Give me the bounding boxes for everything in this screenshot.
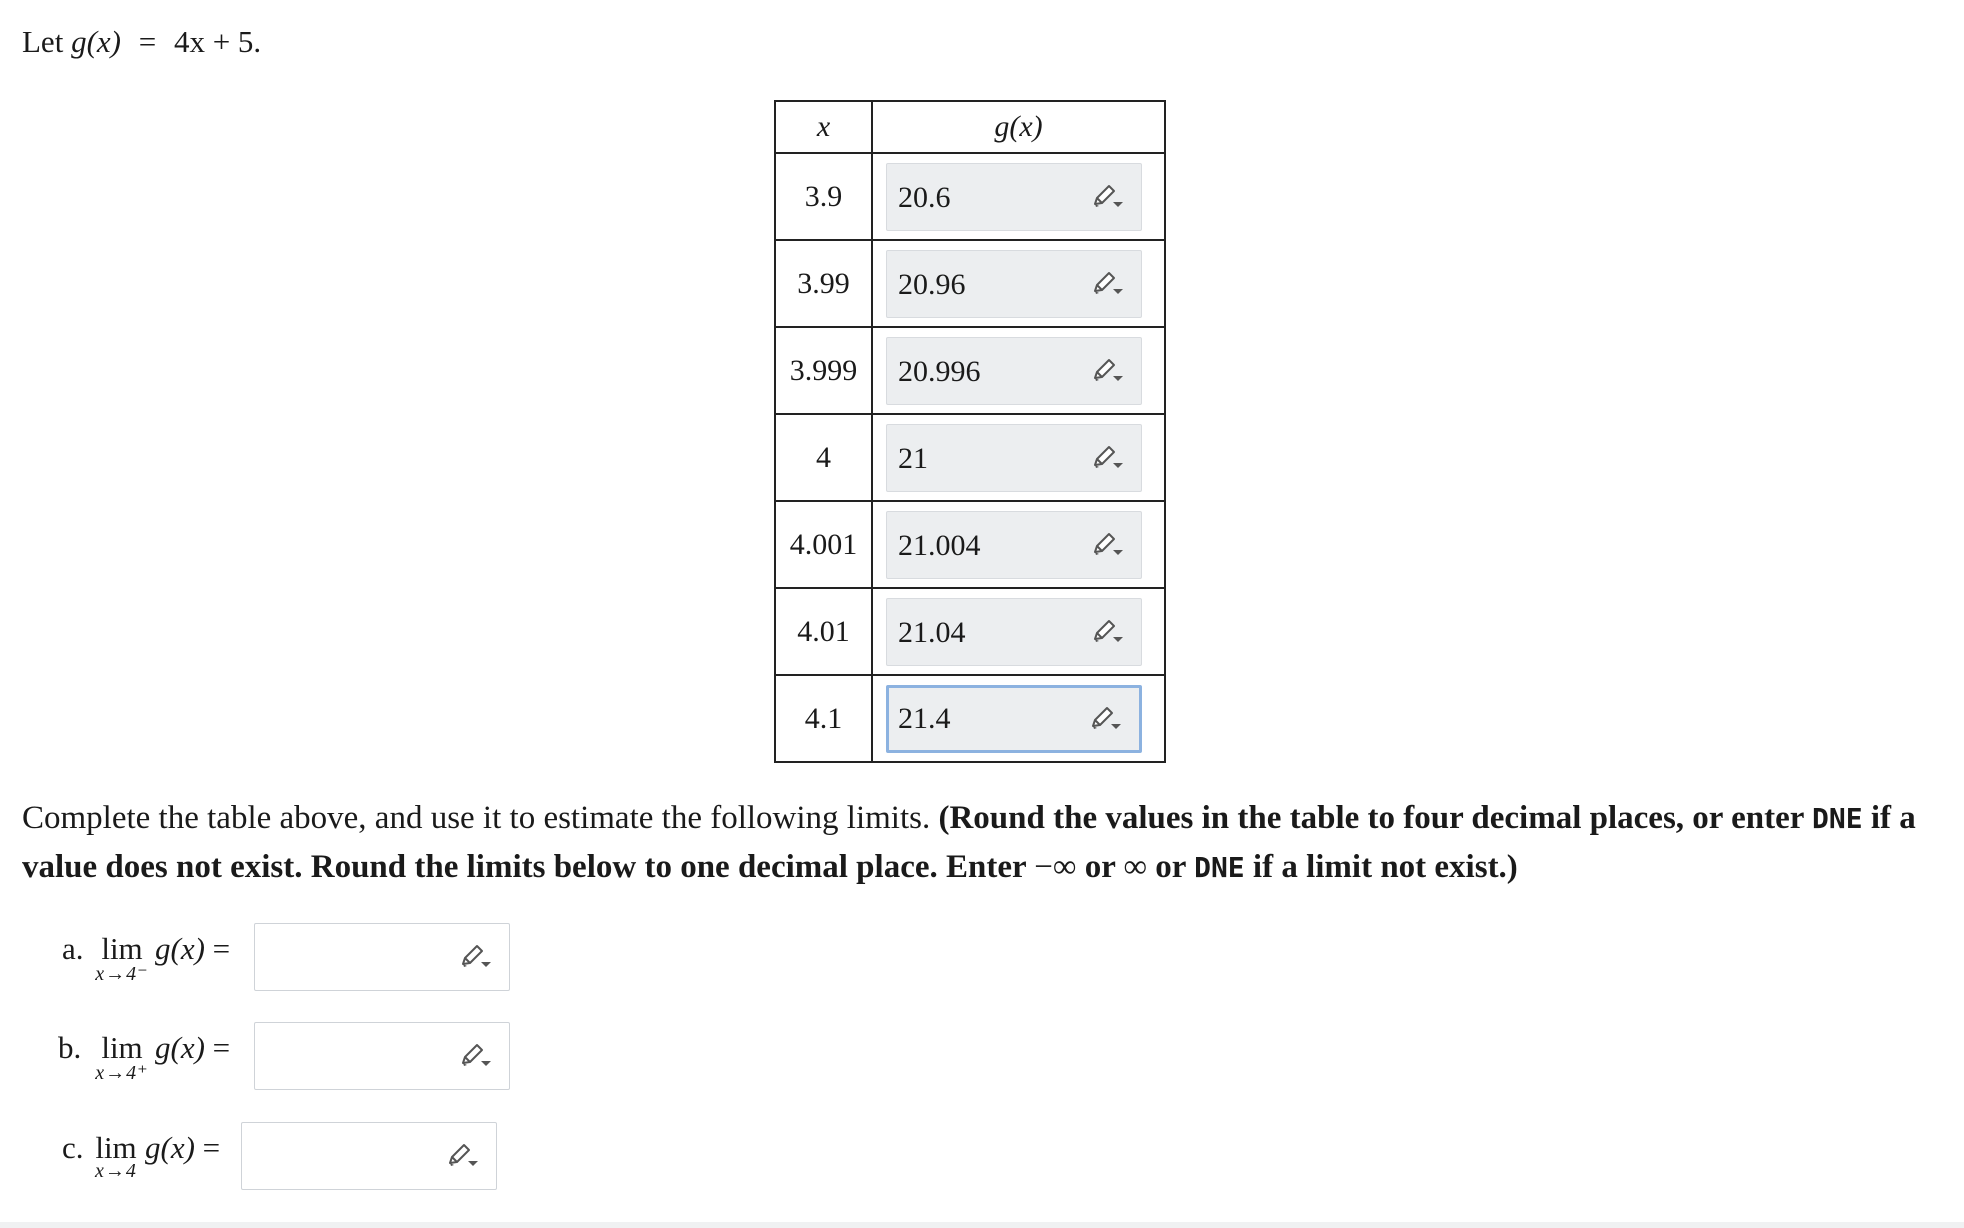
answer-field[interactable] bbox=[886, 337, 1142, 405]
prompt-lead: Let bbox=[22, 24, 64, 59]
x-value-cell: 4.1 bbox=[775, 675, 872, 762]
answer-field-focused[interactable] bbox=[886, 685, 1142, 753]
question-label: c. bbox=[62, 1130, 84, 1165]
limit-question-c bbox=[0, 1122, 520, 1202]
answer-field[interactable] bbox=[886, 598, 1142, 666]
lim-text: lim bbox=[95, 1130, 137, 1165]
answer-value: 21.004 bbox=[898, 528, 981, 562]
bottom-edge bbox=[0, 1222, 1964, 1228]
column-header-x: x bbox=[775, 101, 872, 153]
table-row bbox=[775, 501, 1165, 588]
pencil-dropdown-icon[interactable] bbox=[1091, 443, 1127, 473]
pencil-dropdown-icon[interactable] bbox=[1091, 530, 1127, 560]
dne-code: DNE bbox=[1812, 802, 1863, 835]
limit-subscript: x→4⁺ bbox=[95, 1062, 149, 1084]
limit-subscript: x→4 bbox=[95, 1160, 137, 1182]
limit-func-text: g(x) bbox=[155, 931, 205, 966]
instructions-bold-part: (Round the values in the table to four decimal places, or enter bbox=[938, 800, 1813, 836]
table-row bbox=[775, 588, 1165, 675]
x-value-cell: 4.001 bbox=[775, 501, 872, 588]
table-header-row bbox=[775, 101, 1165, 153]
g-value-cell bbox=[872, 240, 1165, 327]
g-value-cell bbox=[872, 414, 1165, 501]
limit-answer-field-b[interactable] bbox=[254, 1022, 510, 1090]
answer-field[interactable] bbox=[886, 424, 1142, 492]
pencil-dropdown-icon[interactable] bbox=[1091, 182, 1127, 212]
x-value-cell: 3.99 bbox=[775, 240, 872, 327]
limit-function bbox=[155, 1030, 230, 1066]
limit-operator bbox=[88, 1130, 144, 1183]
answer-value: 21.4 bbox=[898, 701, 951, 735]
g-value-cell bbox=[872, 153, 1165, 240]
g-value-cell bbox=[872, 501, 1165, 588]
limit-equals: = bbox=[212, 1030, 231, 1065]
pencil-dropdown-icon[interactable] bbox=[446, 1141, 482, 1171]
answer-value: 21 bbox=[898, 441, 928, 475]
instructions-bold-part: if a value does not exist. Round the limits below to one decimal place. Enter bbox=[22, 800, 1916, 885]
pencil-dropdown-icon[interactable] bbox=[459, 942, 495, 972]
column-header-g: g(x) bbox=[872, 101, 1165, 153]
limit-func-text: g(x) bbox=[145, 1130, 195, 1165]
lim-text: lim bbox=[101, 1030, 143, 1065]
limit-subscript: x→4⁻ bbox=[95, 963, 149, 985]
limit-equals: = bbox=[212, 931, 231, 966]
question-label: b. bbox=[58, 1030, 82, 1065]
limit-func-text: g(x) bbox=[155, 1030, 205, 1065]
g-value-cell bbox=[872, 675, 1165, 762]
pencil-dropdown-icon[interactable] bbox=[1091, 356, 1127, 386]
infinity-symbol: ∞ bbox=[1123, 849, 1148, 885]
pencil-dropdown-icon[interactable] bbox=[1089, 704, 1125, 734]
instructions-bold-part: or bbox=[1076, 849, 1124, 885]
instructions-bold-part: or bbox=[1147, 849, 1195, 885]
limit-question-b bbox=[0, 1022, 520, 1102]
limit-answer-field-a[interactable] bbox=[254, 923, 510, 991]
table-row bbox=[775, 414, 1165, 501]
answer-value: 21.04 bbox=[898, 615, 966, 649]
limit-equals: = bbox=[202, 1130, 221, 1165]
pencil-dropdown-icon[interactable] bbox=[459, 1041, 495, 1071]
answer-value: 20.6 bbox=[898, 180, 951, 214]
limit-answer-field-c[interactable] bbox=[241, 1122, 497, 1190]
answer-field[interactable] bbox=[886, 250, 1142, 318]
table-row bbox=[775, 153, 1165, 240]
pencil-dropdown-icon[interactable] bbox=[1091, 617, 1127, 647]
limit-function bbox=[145, 1130, 220, 1166]
instructions bbox=[22, 794, 1922, 892]
answer-field[interactable] bbox=[886, 163, 1142, 231]
table-row bbox=[775, 675, 1165, 762]
problem-statement bbox=[22, 24, 261, 60]
answer-value: 20.96 bbox=[898, 267, 966, 301]
dne-code: DNE bbox=[1194, 851, 1245, 884]
x-value-cell: 4 bbox=[775, 414, 872, 501]
limit-function bbox=[155, 931, 230, 967]
limit-question-a bbox=[0, 923, 520, 1003]
answer-value: 20.996 bbox=[898, 354, 981, 388]
g-value-cell bbox=[872, 327, 1165, 414]
limit-operator bbox=[92, 931, 152, 986]
prompt-function: g(x) bbox=[71, 24, 121, 59]
values-table bbox=[774, 100, 1166, 763]
neg-infinity-symbol: −∞ bbox=[1034, 849, 1077, 885]
answer-field[interactable] bbox=[886, 511, 1142, 579]
instructions-bold-part: if a limit not exist.) bbox=[1244, 849, 1518, 885]
table-row bbox=[775, 327, 1165, 414]
question-label: a. bbox=[62, 931, 84, 966]
prompt-rhs: 4x + 5. bbox=[173, 24, 262, 59]
table-row bbox=[775, 240, 1165, 327]
x-value-cell: 3.9 bbox=[775, 153, 872, 240]
instructions-plain: Complete the table above, and use it to estimate the following limits. bbox=[22, 800, 939, 836]
x-value-cell: 4.01 bbox=[775, 588, 872, 675]
lim-text: lim bbox=[101, 931, 143, 966]
x-value-cell: 3.999 bbox=[775, 327, 872, 414]
limit-operator bbox=[92, 1030, 152, 1085]
prompt-equals: = bbox=[138, 24, 157, 59]
g-value-cell bbox=[872, 588, 1165, 675]
pencil-dropdown-icon[interactable] bbox=[1091, 269, 1127, 299]
